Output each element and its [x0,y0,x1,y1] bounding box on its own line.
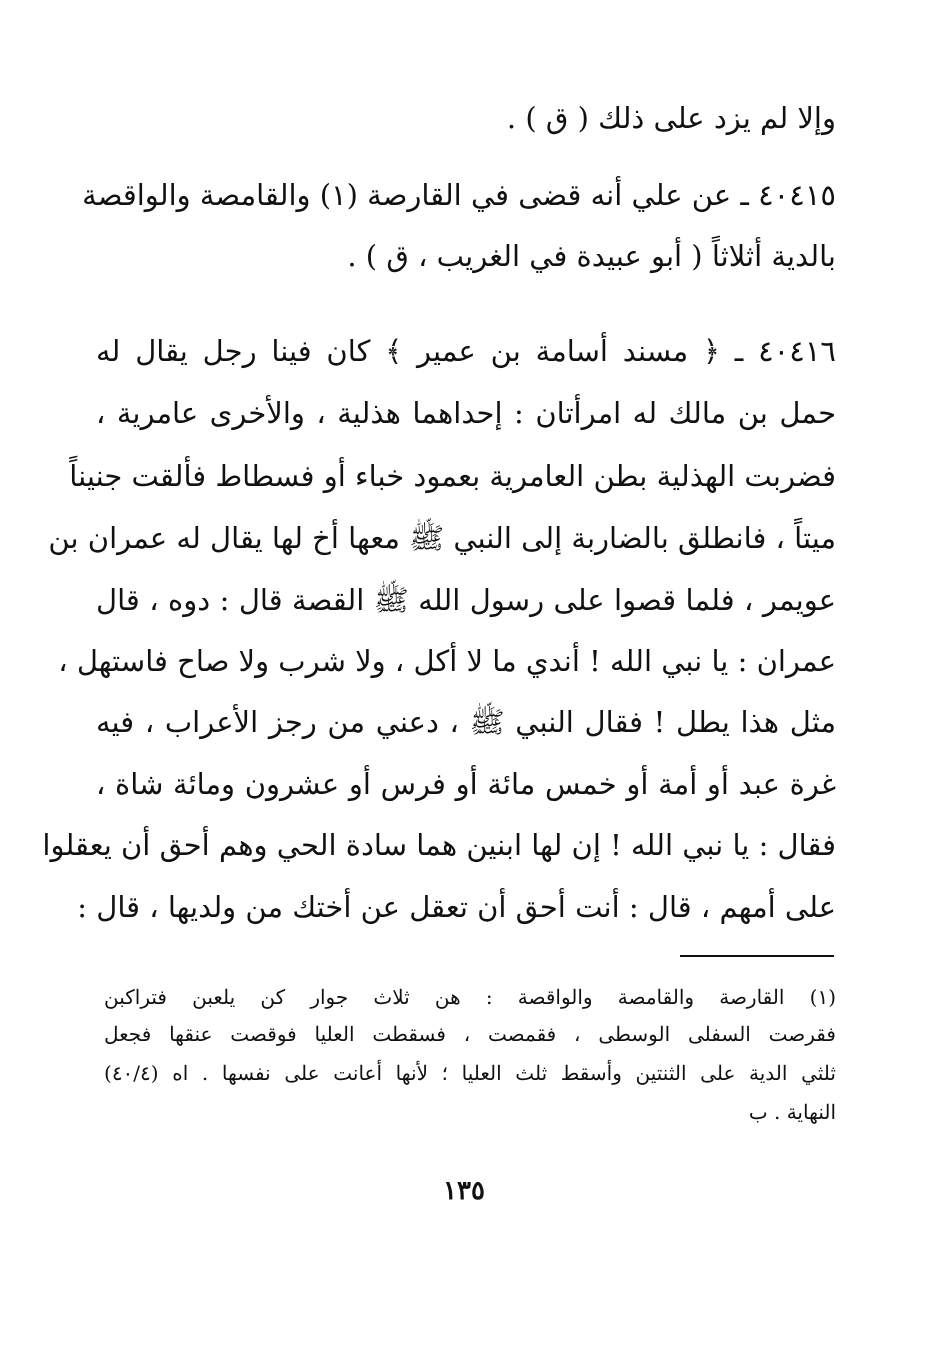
text-line: ٤٠٤١٥ ـ عن علي أنه قضى في القارصة (١) والقامصة والواقصة [82,178,836,212]
text-line: مثل هذا يطل ! فقال النبي ﷺ ، دعني من رجز الأعراب ، فيه [96,705,836,739]
footnote-line: النهاية . ب [748,1100,836,1124]
footnote-line: (١) القارصة والقامصة والواقصة : هن ثلاث جوار كن يلعبن فتراكبن [104,985,836,1009]
text-line: حمل بن مالك له امرأتان : إحداهما هذلية ، والأخرى عامرية ، [96,396,836,430]
text-line: فقال : يا نبي الله ! إن لها ابنين هما سادة الحي وهم أحق أن يعقلوا [42,828,836,862]
footnote-separator [680,955,834,957]
footnote-line: فقرصت السفلى الوسطى ، فقمصت ، فسقطت العليا فوقصت عنقها فجعل [104,1022,836,1046]
text-line: عويمر ، فلما قصوا على رسول الله ﷺ القصة قال : دوه ، قال [96,583,836,617]
text-line: عمران : يا نبي الله ! أندي ما لا أكل ، ولا شرب ولا صاح فاستهل ، [58,644,836,678]
text-line: ٤٠٤١٦ ـ ﴿ مسند أسامة بن عمير ﴾ كان فينا رجل يقال له [96,334,836,368]
page-number: ١٣٥ [443,1176,485,1206]
text-line: ميتاً ، فانطلق بالضاربة إلى النبي ﷺ معها أخ لها يقال له عمران بن [48,521,836,555]
text-line: على أمهم ، قال : أنت أحق أن تعقل عن أختك من ولديها ، قال : [77,890,836,924]
footnote-line: ثلثي الدية على الثنتين وأسقط ثلث العليا ؛ لأنها أعانت على نفسها . اه (٤٠/٤) [104,1061,836,1085]
text-line: وإلا لم يزد على ذلك ( ق ) . [506,101,836,135]
text-line: فضربت الهذلية بطن العامرية بعمود خباء أو فسطاط فألقت جنيناً [69,459,836,493]
text-line: بالدية أثلاثاً ( أبو عبيدة في الغريب ، ق ) . [347,239,836,273]
text-line: غرة عبد أو أمة أو خمس مائة أو فرس أو عشرون ومائة شاة ، [96,767,836,801]
